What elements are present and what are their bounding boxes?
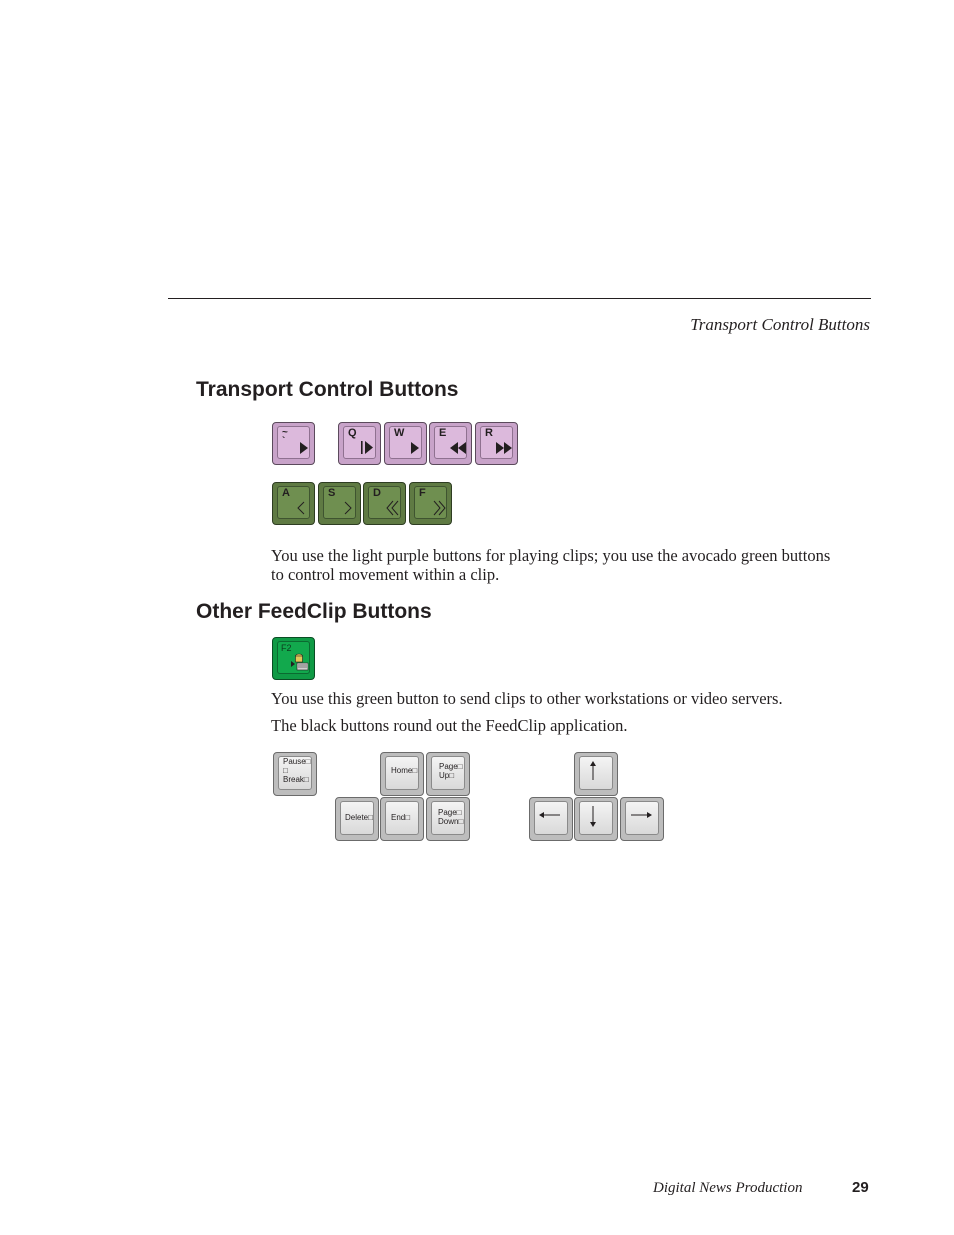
key-arrow-right	[620, 797, 664, 841]
key-label: E	[439, 427, 447, 439]
key-delete	[335, 797, 379, 841]
black-buttons-description: The black buttons round out the FeedClip application.	[271, 716, 628, 735]
key-label: Break□	[283, 775, 309, 784]
key-label: D	[373, 487, 381, 499]
send-description: You use this green button to send clips to other workstations or video servers.	[271, 689, 783, 708]
page-number: 29	[852, 1179, 869, 1196]
key-label: Pause□	[283, 757, 311, 766]
section-heading-other: Other FeedClip Buttons	[196, 600, 432, 623]
running-head: Transport Control Buttons	[690, 315, 870, 334]
key-label: Page□	[438, 808, 462, 817]
key-f2	[272, 637, 315, 680]
arrow-right-icon	[630, 810, 652, 820]
key-tilde	[272, 422, 315, 465]
play-icon	[299, 442, 309, 454]
step-play-icon	[360, 441, 374, 454]
key-label: Page□	[439, 762, 463, 771]
section-heading-transport: Transport Control Buttons	[196, 378, 459, 401]
key-e	[429, 422, 472, 465]
chevron-left-icon	[295, 501, 307, 515]
key-d	[363, 482, 406, 525]
key-page-up	[426, 752, 470, 796]
key-label: S	[328, 487, 336, 499]
key-label: Up□	[439, 771, 455, 780]
key-home	[380, 752, 424, 796]
transport-description: You use the light purple buttons for playing clips; you use the avocado green buttons to control movement within a clip.	[271, 546, 831, 584]
key-end	[380, 797, 424, 841]
key-arrow-left	[529, 797, 573, 841]
key-label: F2	[281, 643, 292, 653]
key-a	[272, 482, 315, 525]
key-label: Home□	[391, 766, 418, 775]
arrow-up-icon	[587, 761, 599, 781]
key-arrow-up	[574, 752, 618, 796]
key-label: R	[485, 427, 493, 439]
key-label: F	[419, 487, 426, 499]
key-label: End□	[391, 813, 411, 822]
chevron-right-icon	[342, 501, 354, 515]
key-q	[338, 422, 381, 465]
key-r	[475, 422, 518, 465]
rewind-icon	[450, 442, 466, 454]
arrow-down-icon	[587, 806, 599, 828]
arrow-left-icon	[539, 810, 561, 820]
play-icon	[410, 442, 420, 454]
footer-book-title: Digital News Production	[653, 1180, 803, 1196]
double-chevron-right-icon	[431, 500, 447, 516]
key-arrow-down	[574, 797, 618, 841]
key-pause-break	[273, 752, 317, 796]
fast-forward-icon	[496, 442, 512, 454]
key-label: Q	[348, 427, 357, 439]
key-label: W	[394, 427, 405, 439]
double-chevron-left-icon	[385, 500, 401, 516]
key-page-down	[426, 797, 470, 841]
key-label: A	[282, 487, 290, 499]
key-label: Delete□	[345, 813, 373, 822]
key-label: ~ `	[282, 427, 288, 447]
header-rule	[168, 298, 871, 299]
key-s	[318, 482, 361, 525]
key-f	[409, 482, 452, 525]
send-clip-icon	[290, 653, 310, 671]
key-label: □	[283, 766, 288, 775]
key-w	[384, 422, 427, 465]
key-label: Down□	[438, 817, 464, 826]
